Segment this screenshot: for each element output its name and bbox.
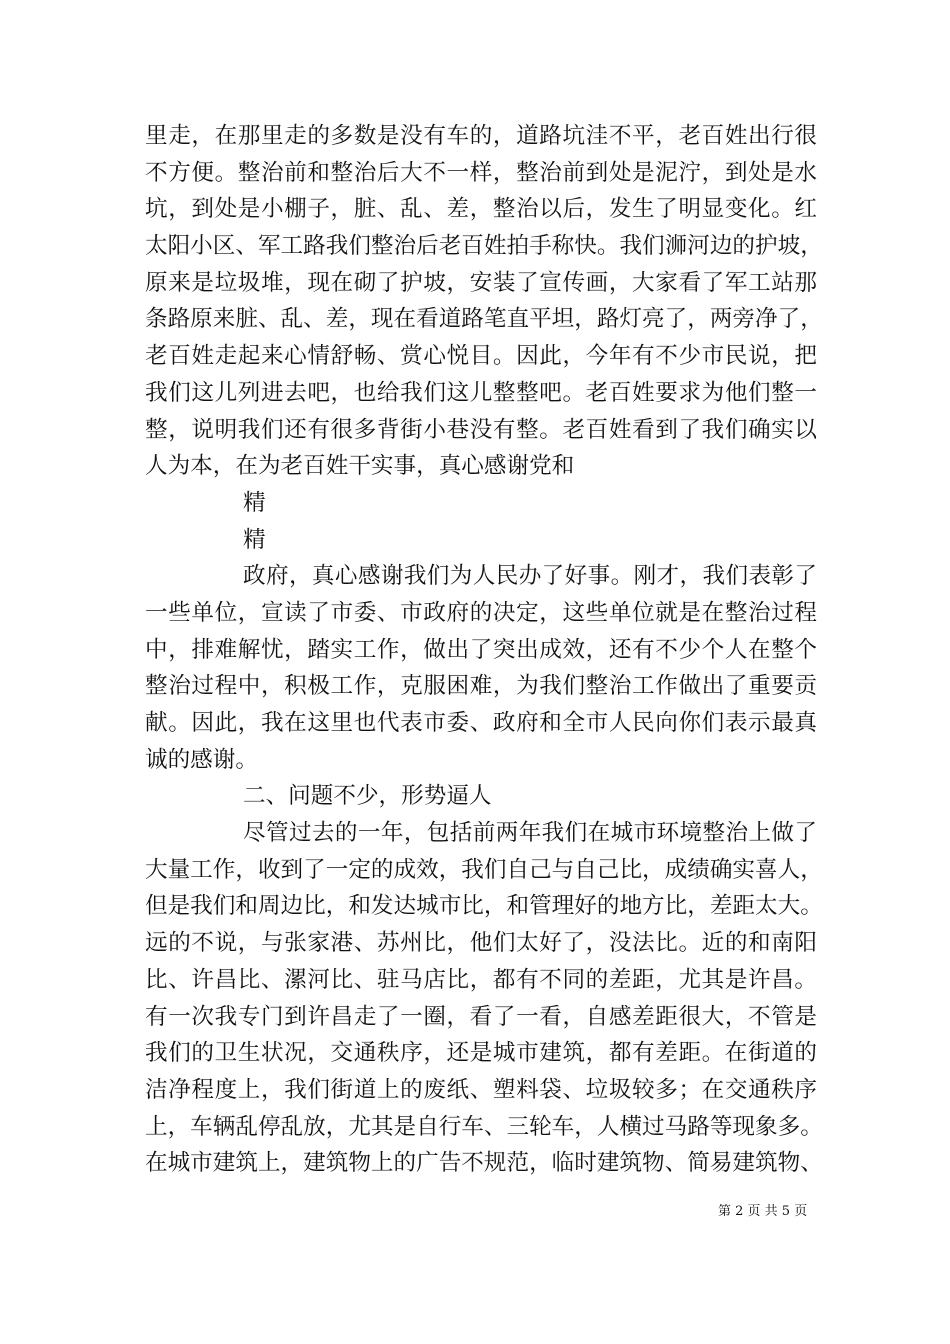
text-line: 整，说明我们还有很多背街小巷没有整。老百姓看到了我们确实以 [145, 416, 817, 443]
text-line: 我们这儿列进去吧，也给我们这儿整整吧。老百姓要求为他们整一 [145, 379, 817, 406]
text-line: 尽管过去的一年，包括前两年我们在城市环境整治上做了 [243, 820, 817, 847]
text-line: 大量工作，收到了一定的成效，我们自己与自己比，成绩确实喜人， [145, 856, 823, 883]
text-line: 整治过程中，积极工作，克服困难，为我们整治工作做出了重要贡 [145, 673, 817, 700]
text-line: 太阳小区、军工路我们整治后老百姓拍手称快。我们浉河边的护坡， [145, 233, 823, 260]
text-line: 有一次我专门到许昌走了一圈，看了一看，自感差距很大，不管是 [145, 1003, 817, 1030]
text-line: 献。因此，我在这里也代表市委、政府和全市人民向你们表示最真 [145, 710, 817, 736]
text-line: 精 [243, 526, 266, 553]
text-line: 远的不说，与张家港、苏州比，他们太好了，没法比。近的和南阳 [145, 930, 817, 957]
text-line: 我们的卫生状况，交通秩序，还是城市建筑，都有差距。在街道的 [145, 1040, 817, 1067]
text-line: 精 [243, 489, 266, 516]
text-line: 上，车辆乱停乱放，尤其是自行车、三轮车，人横过马路等现象多。 [145, 1113, 823, 1140]
text-line: 原来是垃圾堆，现在砌了护坡，安装了宣传画，大家看了军工站那 [145, 269, 817, 296]
text-line: 一些单位，宣读了市委、市政府的决定，这些单位就是在整治过程 [145, 599, 817, 626]
page-number: 第 2 页 共 5 页 [718, 1204, 808, 1219]
text-line: 条路原来脏、乱、差，现在看道路笔直平坦，路灯亮了，两旁净了， [145, 306, 823, 333]
text-line: 里走，在那里走的多数是没有车的，道路坑洼不平，老百姓出行很 [145, 123, 817, 149]
text-line: 老百姓走起来心情舒畅、赏心悦目。因此，今年有不少市民说，把 [145, 343, 817, 370]
text-line: 中，排难解忧，踏实工作，做出了突出成效，还有不少个人在整个 [145, 636, 817, 663]
text-line: 诚的感谢。 [145, 746, 258, 773]
text-line: 洁净程度上，我们街道上的废纸、塑料袋、垃圾较多；在交通秩序 [145, 1076, 817, 1103]
text-line: 人为本，在为老百姓干实事，真心感谢党和 [145, 453, 575, 480]
text-line: 但是我们和周边比，和发达城市比，和管理好的地方比，差距太大。 [145, 893, 823, 920]
text-line: 不方便。整治前和整治后大不一样，整治前到处是泥泞，到处是水 [145, 159, 817, 186]
body-text [145, 118, 823, 1182]
text-line: 政府，真心感谢我们为人民办了好事。刚才，我们表彰了 [243, 563, 817, 590]
text-line: 坑，到处是小棚子，脏、乱、差，整治以后，发生了明显变化。红 [145, 196, 817, 223]
text-line: 比、许昌比、漯河比、驻马店比，都有不同的差距，尤其是许昌。 [145, 966, 817, 993]
text-line: 在城市建筑上，建筑物上的广告不规范，临时建筑物、简易建筑物、 [145, 1150, 823, 1177]
section-heading: 二、问题不少，形势逼人 [243, 783, 492, 810]
